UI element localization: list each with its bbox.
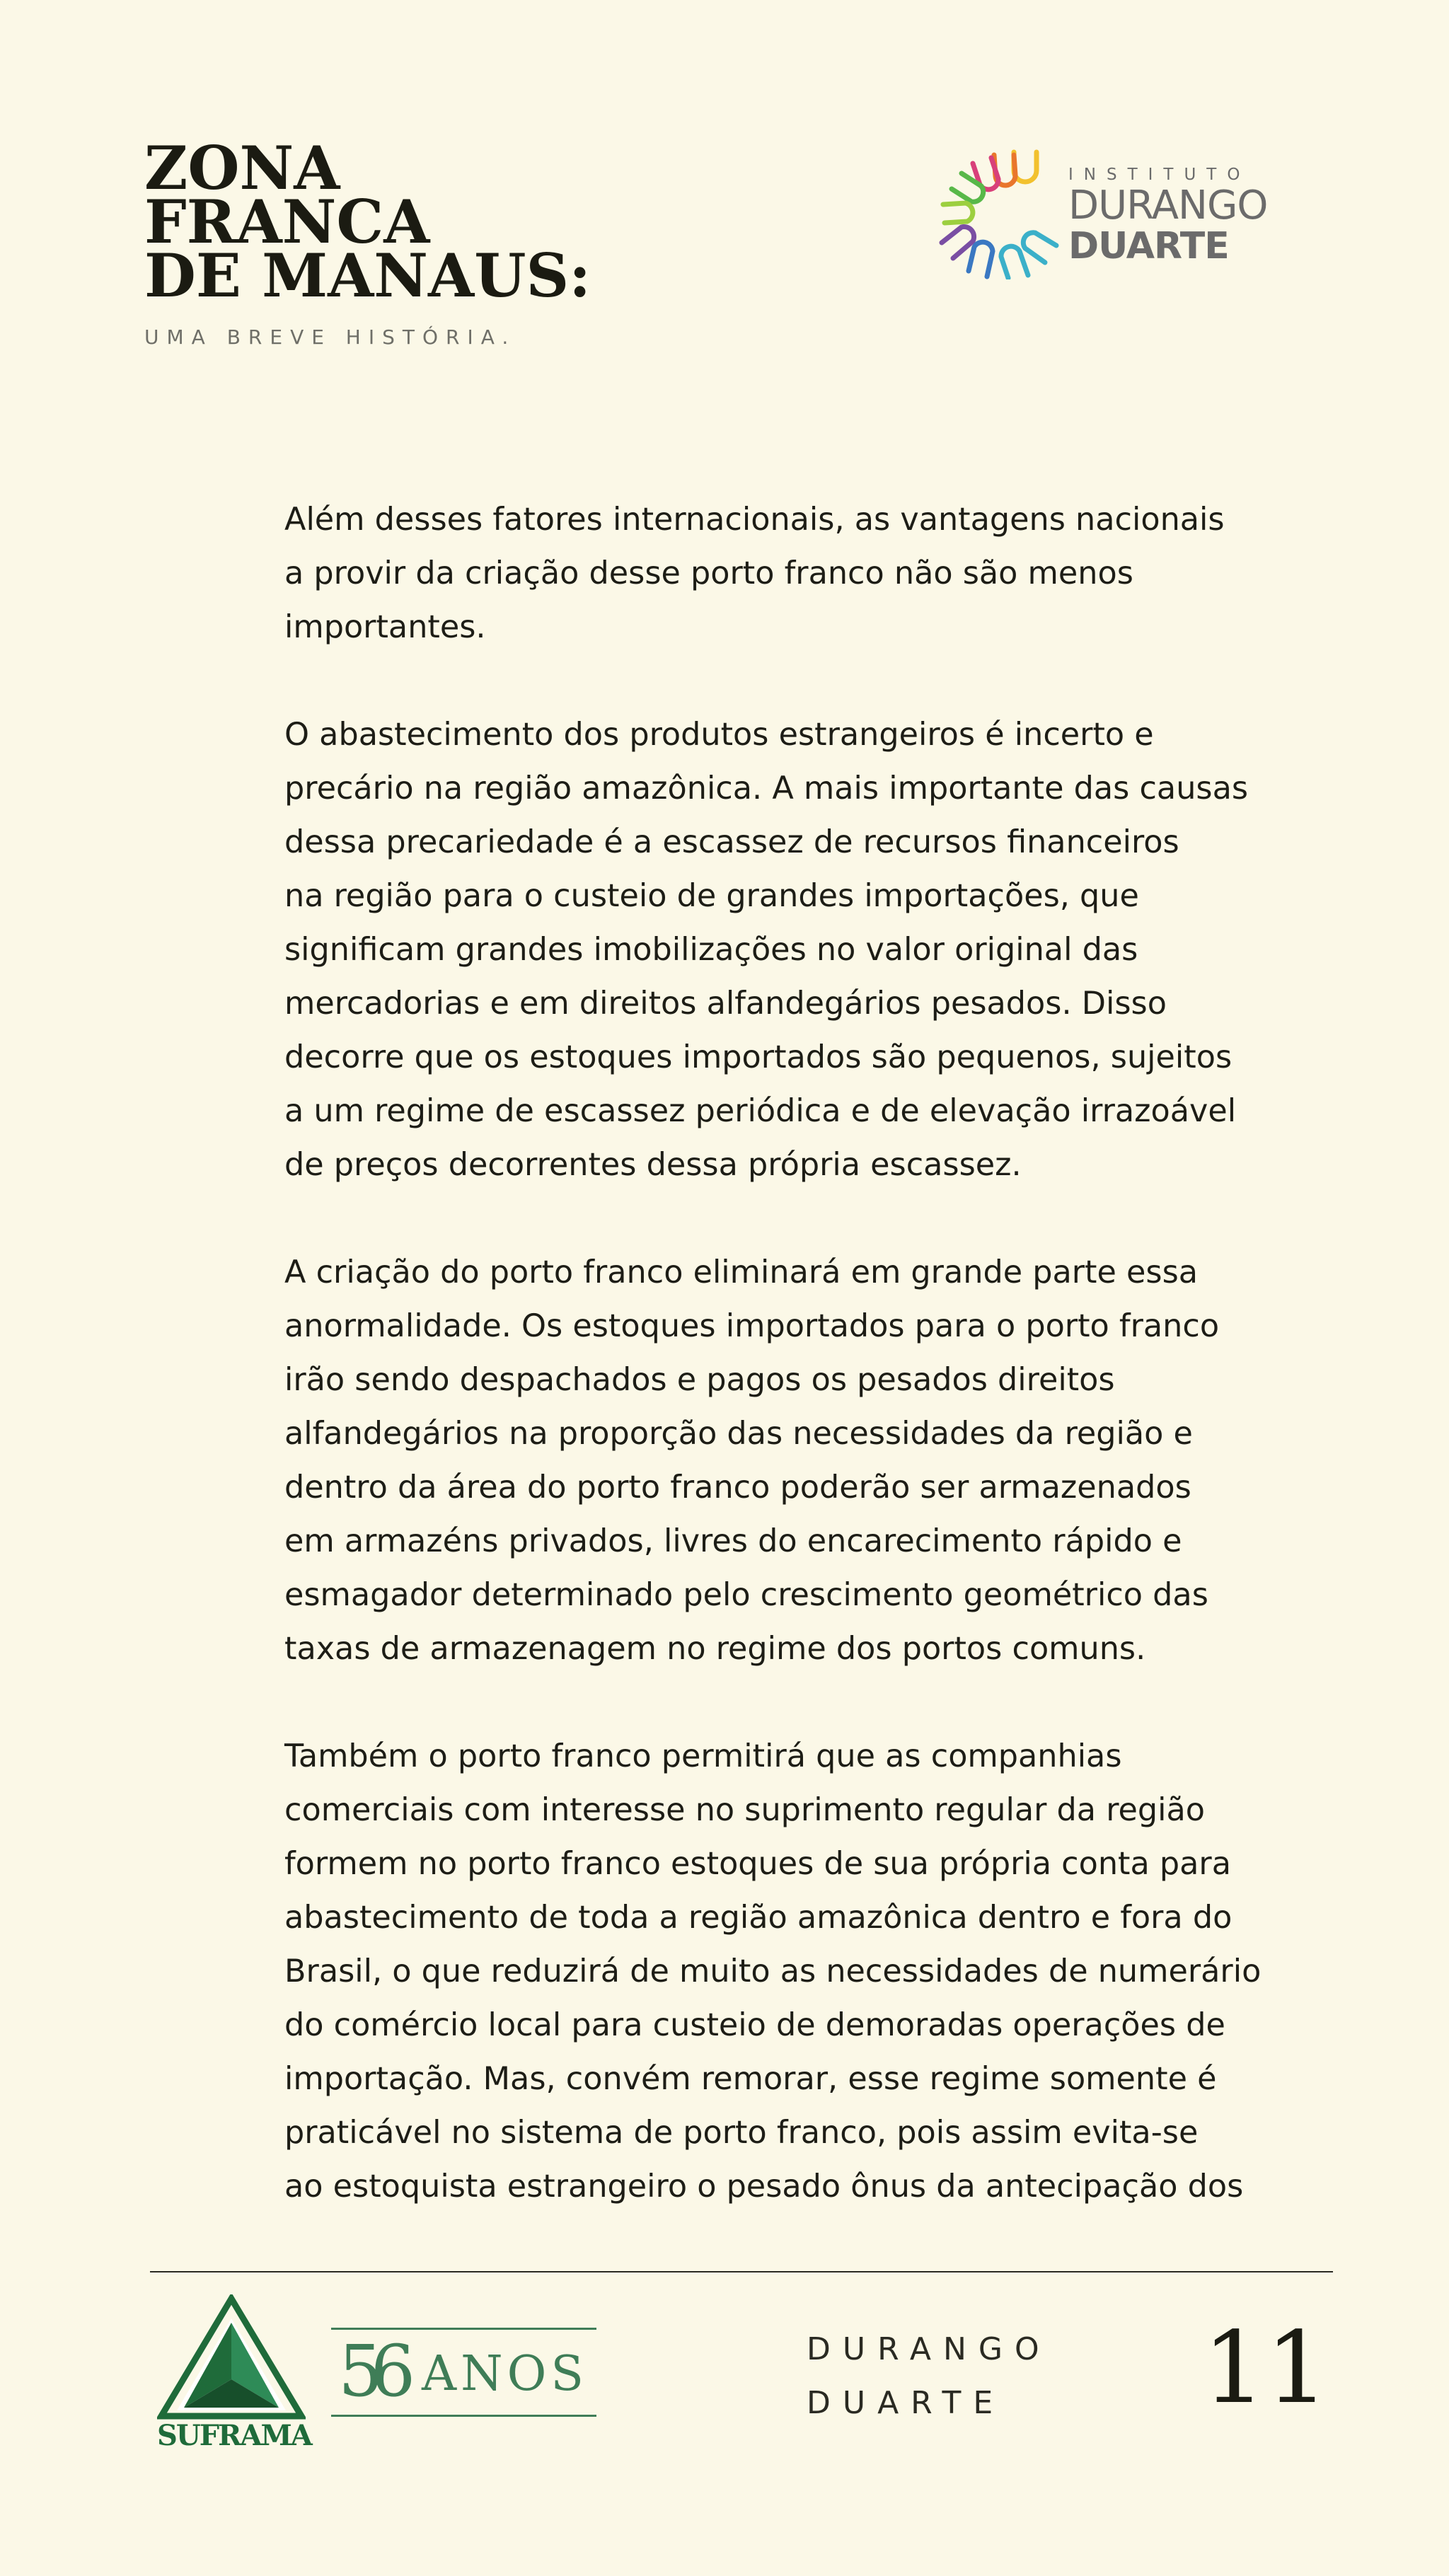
document-subtitle: UMA BREVE HISTÓRIA. (144, 325, 516, 349)
paragraph-4: Também o porto franco permitirá que as companhias comerciais com interesse no suprimento regular da região formem no porto franco estoques de sua própria conta para abastecimento de toda a região amazônica dentro e fora do Brasil, o que reduzirá de muito as necessidades de numerário do comércio local para custeio de demoradas operações de importação. Mas, convém remorar, esse regime somente é praticável no sistema de porto franco, pois assim evita-se ao estoquista estrangeiro o pesado ônus da antecipação dos (284, 1738, 1262, 2205)
logo-instituto-text: INSTITUTO (1068, 166, 1251, 184)
anniversary-number: 56 (338, 2330, 403, 2413)
suframa-label: SUFRAMA (157, 2419, 311, 2452)
paragraph-3: A criação do porto franco eliminará em grande parte essa anormalidade. Os estoques importados para o porto franco irão sendo despachados e pagos os pesados direitos alfandegários na proporção das necessidades da região e dentro da área do porto franco poderão ser armazenados em armazéns privados, livres do encarecimento rápido e esmagador determinado pelo crescimento geométrico das taxas de armazenagem no regime dos portos comuns. (284, 1254, 1220, 1667)
logo-durango-text: DURANGO (1068, 183, 1268, 229)
footer-divider (150, 2271, 1333, 2272)
sunburst-logo-icon (937, 145, 1065, 279)
logo-ray-7 (969, 242, 993, 277)
logo-ray-9 (1023, 233, 1056, 262)
anniversary-badge (331, 2328, 596, 2417)
title-line-3: DE MANAUS: (144, 241, 591, 311)
title-line-2: FRANCA (144, 187, 430, 257)
logo-ray-6 (942, 227, 974, 258)
footer-brand (807, 2323, 1051, 2430)
anniversary-word: ANOS (422, 2346, 588, 2402)
instituto-durango-duarte-logo (937, 145, 1291, 287)
logo-duarte-text: DUARTE (1068, 225, 1229, 267)
title-line-1: ZONA (144, 133, 340, 203)
logo-ray-8 (1001, 246, 1028, 278)
suframa-logo (157, 2294, 311, 2454)
footer-brand-line-1: DURANGO (807, 2331, 1051, 2367)
body-text (284, 493, 1310, 2268)
paragraph-1: Além desses fatores internacionais, as vantagens nacionais a provir da criação desse porto franco não são menos importantes. (284, 502, 1225, 645)
document-title (144, 133, 591, 311)
paragraph-2: O abastecimento dos produtos estrangeiros é incerto e precário na região amazônica. A mais importante das causas dessa precariedade é a escassez de recursos financeiros na região para o custeio de grandes importações, que significam grandes imobilizações no valor original das mercadorias e em direitos alfandegários pesados. Disso decorre que os estoques importados são pequenos, sujeitos a um regime de escassez periódica e de elevação irrazoável de preços decorrentes dessa própria escassez. (284, 717, 1249, 1183)
page-number: 11 (1202, 2311, 1329, 2426)
logo-ray-5 (943, 203, 973, 223)
footer-brand-line-2: DUARTE (807, 2385, 1005, 2421)
logo-wordmark (1068, 165, 1267, 265)
suframa-triangle-icon (157, 2294, 306, 2422)
